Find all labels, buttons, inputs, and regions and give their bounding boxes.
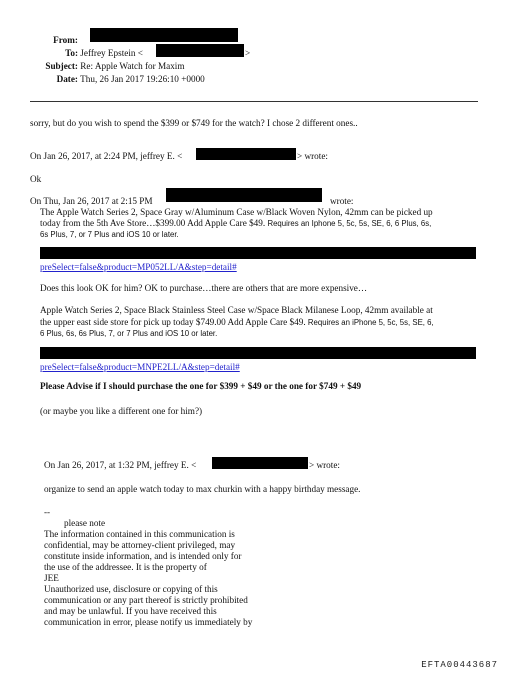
to-row (48, 48, 143, 59)
please-note: please note (64, 518, 106, 528)
to-suffix: > (245, 48, 251, 58)
redaction-link1 (40, 247, 476, 259)
quote3-prefix: On Jan 26, 2017, at 1:32 PM, jeffrey E. < (44, 460, 197, 470)
question-line: Does this look OK for him? OK to purchase…there are others that are more expensive… (40, 283, 368, 293)
product-link-1[interactable]: preSelect=false&product=MP052LL/A&step=detail# (40, 262, 237, 272)
watch1-line2 (40, 218, 431, 229)
to-value: Jeffrey Epstein < (80, 48, 143, 58)
watch1-req1: Requires an Iphone 5, 5c, 5s, SE, 6, 6 Plus, 6s, (267, 219, 432, 228)
document-id: EFTA00443687 (421, 660, 498, 670)
watch1-line1: The Apple Watch Series 2, Space Gray w/Aluminum Case w/Black Woven Nylon, 42mm can be picked up (40, 207, 433, 217)
redaction-quote2 (166, 188, 322, 202)
to-label: To: (65, 48, 78, 58)
watch1-price: today from the 5th Ave Store…$399.00 Add Apple Care $49. (40, 218, 266, 228)
redaction-quote1 (196, 148, 296, 160)
disclaimer-line: and may be unlawful. If you have received this (44, 606, 217, 616)
watch1-req2: 6s Plus, 7, or 7 Plus and iOS 10 or later. (40, 230, 179, 239)
advise-line: Please Advise if I should purchase the one for $399 + $49 or the one for $749 + $49 (40, 381, 362, 391)
redaction-link2 (40, 347, 476, 359)
redaction-to (156, 44, 244, 57)
from-label: From: (53, 35, 78, 45)
maybe-line: (or maybe you like a different one for him?) (40, 406, 203, 416)
product-link-2[interactable]: preSelect=false&product=MNPE2LL/A&step=detail# (40, 362, 240, 372)
reply-line: sorry, but do you wish to spend the $399 or $749 for the watch? I chose 2 different ones.. (30, 118, 358, 128)
disclaimer-line: communication or any part thereof is strictly prohibited (44, 595, 248, 605)
disclaimer-line: constitute inside information, and is intended only for (44, 551, 242, 561)
instruction-line: organize to send an apple watch today to max churkin with a happy birthday message. (44, 484, 361, 494)
header-divider (30, 101, 478, 102)
disclaimer-line: the use of the addressee. It is the property of (44, 562, 207, 572)
disclaimer-line: JEE (44, 573, 59, 583)
quote2-prefix: On Thu, Jan 26, 2017 at 2:15 PM (30, 196, 153, 206)
signature-dash: -- (44, 507, 51, 517)
watch2-req1: Requires an iPhone 5, 5c, 5s, SE, 6, (307, 318, 434, 327)
date-label: Date: (56, 74, 78, 84)
date-value: Thu, 26 Jan 2017 19:26:10 +0000 (80, 74, 205, 84)
subject-row (28, 61, 185, 72)
watch2-req2: 6 Plus, 6s, 6s Plus, 7, or 7 Plus and iOS 10 or later. (40, 329, 218, 338)
date-row (28, 74, 205, 85)
disclaimer-line: The information contained in this communication is (44, 529, 235, 539)
subject-label: Subject: (45, 61, 78, 71)
disclaimer-block (44, 529, 304, 628)
disclaimer-line: confidential, may be attorney-client privileged, may (44, 540, 236, 550)
quote1-suffix: > wrote: (297, 151, 328, 161)
from-row (48, 35, 78, 46)
watch2-line1: Apple Watch Series 2, Space Black Stainless Steel Case w/Space Black Milanese Loop, 42mm available at (40, 305, 433, 315)
watch2-price: the upper east side store for pick up today $749.00 Add Apple Care $49. (40, 317, 306, 327)
disclaimer-line: communication in error, please notify us immediately by (44, 617, 253, 627)
subject-value: Re: Apple Watch for Maxim (80, 61, 185, 71)
redaction-quote3 (212, 457, 308, 469)
watch2-line2 (40, 317, 434, 328)
disclaimer-line: Unauthorized use, disclosure or copying of this (44, 584, 218, 594)
ok-line: Ok (30, 174, 42, 184)
redaction-from (90, 28, 238, 42)
quote3-suffix: > wrote: (309, 460, 340, 470)
quote2-suffix: wrote: (330, 196, 354, 206)
quote1-prefix: On Jan 26, 2017, at 2:24 PM, jeffrey E. < (30, 151, 183, 161)
